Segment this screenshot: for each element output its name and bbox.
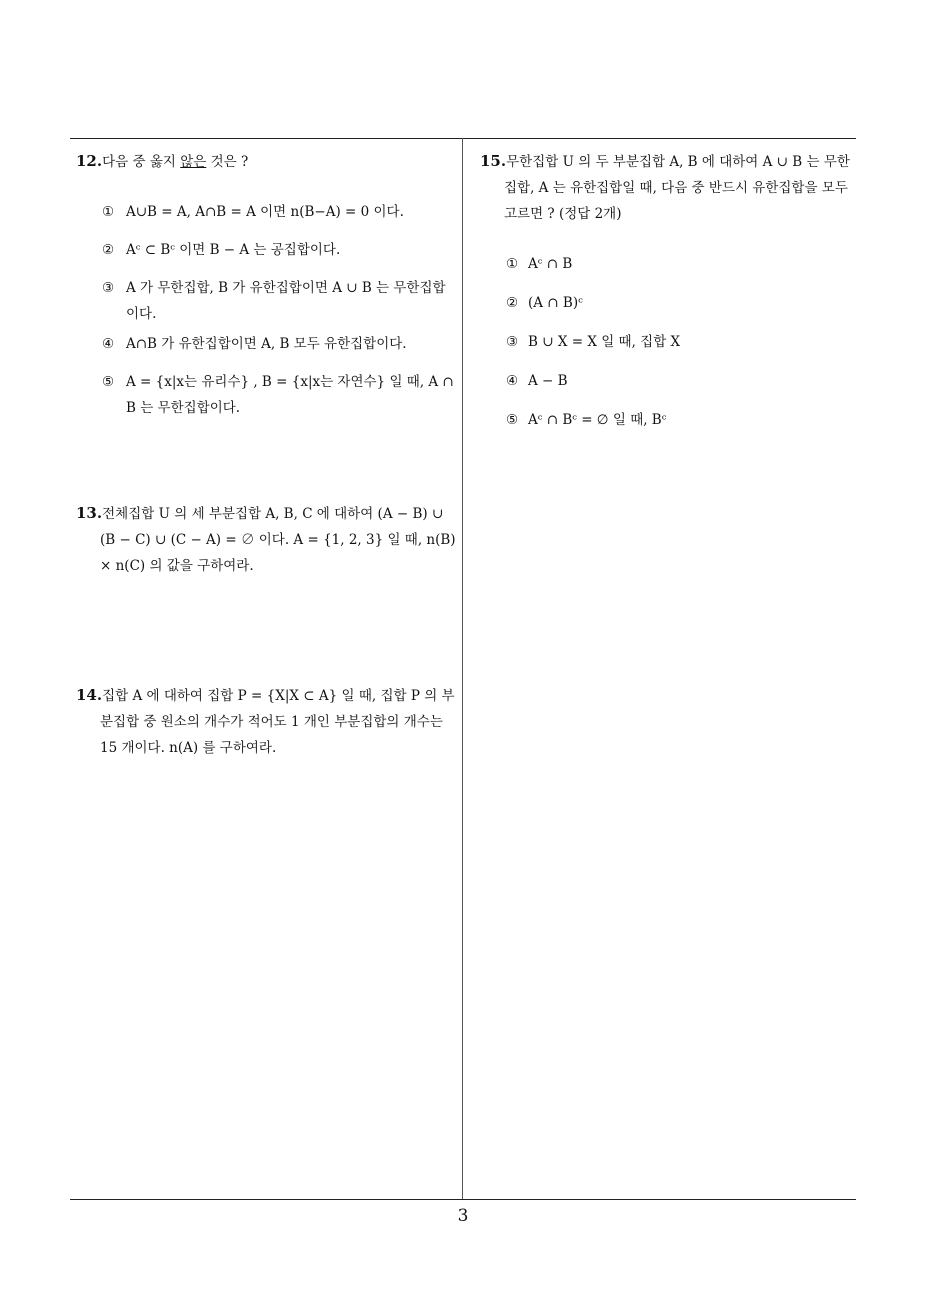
choice-mark: ③ bbox=[102, 280, 115, 296]
problem-15 bbox=[480, 148, 860, 433]
problem-12-stem bbox=[76, 148, 456, 175]
choice-4[interactable] bbox=[76, 331, 456, 357]
choice-text: Aᶜ ∩ Bᶜ = ∅ 일 때, Bᶜ bbox=[528, 412, 667, 428]
problem-text: 무한집합 U 의 두 부분집합 A, B 에 대하여 A ∪ B 는 무한집합, A 는 유한집합일 때, 다음 중 반드시 유한집합을 모두 고르면 ? (정답 2개) bbox=[504, 154, 850, 222]
choice-text: Aᶜ ∩ B bbox=[528, 256, 573, 272]
choice-mark: ④ bbox=[102, 336, 115, 352]
choice-text: (A ∩ B)ᶜ bbox=[528, 295, 583, 311]
choice-text: A − B bbox=[528, 373, 568, 389]
choice-text: A∪B = A, A∩B = A 이면 n(B−A) = 0 이다. bbox=[126, 204, 404, 220]
choice-1[interactable] bbox=[76, 199, 456, 225]
problem-13-stem bbox=[76, 500, 456, 579]
column-divider bbox=[462, 138, 463, 1200]
choice-3[interactable] bbox=[76, 275, 456, 327]
choice-4[interactable] bbox=[480, 368, 860, 394]
problem-number: 15. bbox=[480, 152, 507, 170]
problem-14 bbox=[76, 682, 456, 761]
choice-mark: ④ bbox=[506, 373, 519, 389]
choice-5[interactable] bbox=[480, 407, 860, 433]
problem-text: 것은 ? bbox=[206, 154, 249, 170]
problem-14-stem bbox=[76, 682, 456, 761]
page-number: 3 bbox=[457, 1206, 469, 1226]
choice-2[interactable] bbox=[480, 290, 860, 316]
problem-text-emphasis: 않은 bbox=[180, 154, 207, 170]
problem-number: 14. bbox=[76, 686, 103, 704]
choice-text: A 가 무한집합, B 가 유한집합이면 A ∪ B 는 무한집합이다. bbox=[126, 280, 446, 322]
problem-13 bbox=[76, 500, 456, 579]
problem-text: 전체집합 U 의 세 부분집합 A, B, C 에 대하여 (A − B) ∪ (B − C) ∪ (C − A) = ∅ 이다. A = {1, 2, 3} 일 때, n(B) × n(C) 의 값을 구하여라. bbox=[100, 506, 456, 574]
choice-text: A∩B 가 유한집합이면 A, B 모두 유한집합이다. bbox=[126, 336, 407, 352]
choice-list bbox=[76, 199, 456, 421]
choice-mark: ① bbox=[506, 256, 519, 272]
choice-mark: ② bbox=[102, 242, 115, 258]
choice-list bbox=[480, 251, 860, 433]
problem-number: 12. bbox=[76, 152, 103, 170]
choice-mark: ② bbox=[506, 295, 519, 311]
footer-rule bbox=[70, 1199, 856, 1200]
problem-text: 다음 중 옳지 bbox=[102, 154, 181, 170]
choice-mark: ① bbox=[102, 204, 115, 220]
choice-1[interactable] bbox=[480, 251, 860, 277]
problem-text: 집합 A 에 대하여 집합 P = {X|X ⊂ A} 일 때, 집합 P 의 부분집합 중 원소의 개수가 적어도 1 개인 부분집합의 개수는 15 개이다. n(A) 를 구하여라. bbox=[100, 688, 455, 756]
choice-mark: ③ bbox=[506, 334, 519, 350]
problem-number: 13. bbox=[76, 504, 103, 522]
problem-15-stem bbox=[480, 148, 860, 227]
problem-12 bbox=[76, 148, 456, 421]
choice-3[interactable] bbox=[480, 329, 860, 355]
choice-mark: ⑤ bbox=[102, 374, 115, 390]
choice-5[interactable] bbox=[76, 369, 456, 421]
header-rule bbox=[70, 138, 856, 139]
choice-2[interactable] bbox=[76, 237, 456, 263]
choice-mark: ⑤ bbox=[506, 412, 519, 428]
choice-text: Aᶜ ⊂ Bᶜ 이면 B − A 는 공집합이다. bbox=[126, 242, 341, 258]
choice-text: A = {x|x는 유리수} , B = {x|x는 자연수} 일 때, A ∩ B 는 무한집합이다. bbox=[126, 374, 454, 416]
choice-text: B ∪ X = X 일 때, 집합 X bbox=[528, 334, 681, 350]
